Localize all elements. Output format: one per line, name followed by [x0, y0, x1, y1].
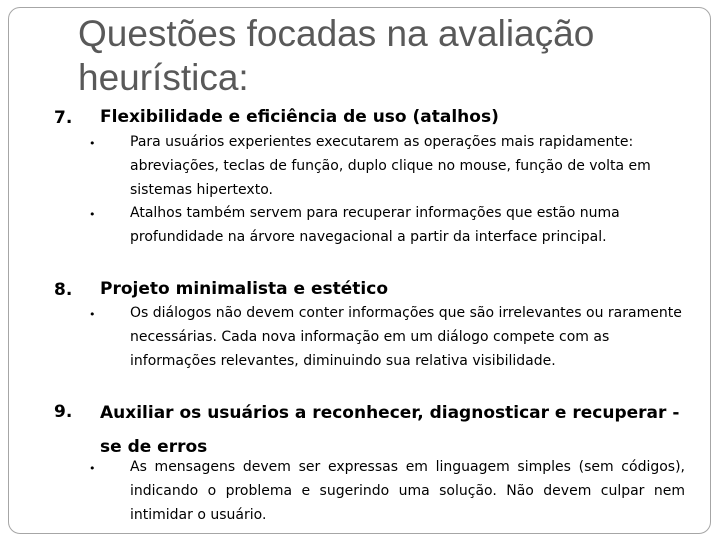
item-number: 9. — [54, 402, 73, 422]
bullet-dot: • — [89, 208, 96, 221]
bullet-text: Os diálogos não devem conter informações que são irrelevantes ou raramente necessárias. Cada nova informação em um diálogo compete com as informações relevantes, diminuindo sua relativa visibilidade. — [130, 305, 682, 369]
slide-title: Questões focadas na avaliação heurística: — [78, 13, 595, 98]
item-number: 7. — [54, 108, 73, 128]
bullet-dot: • — [89, 462, 96, 475]
bullet-text: Para usuários experientes executarem as operações mais rapidamente: abreviações, teclas de função, duplo clique no mouse, função de volta em sistemas hipertexto. — [130, 134, 651, 198]
bullet-dot: • — [89, 137, 96, 150]
bullet-text: As mensagens devem ser expressas em linguagem simples (sem códigos), indicando o problema e sugerindo uma solução. Não devem culpar nem intimidar o usuário. — [130, 459, 685, 523]
item-heading: Auxiliar os usuários a reconhecer, diagnosticar e recuperar -se de erros — [100, 403, 680, 457]
bullet-text: Atalhos também servem para recuperar informações que estão numa profundidade na árvore navegacional a partir da interface principal. — [130, 205, 620, 245]
bullet-dot: • — [89, 308, 96, 321]
item-number: 8. — [54, 280, 73, 300]
item-heading: Projeto minimalista e estético — [100, 279, 389, 299]
item-heading: Flexibilidade e eficiência de uso (atalhos) — [100, 107, 499, 127]
